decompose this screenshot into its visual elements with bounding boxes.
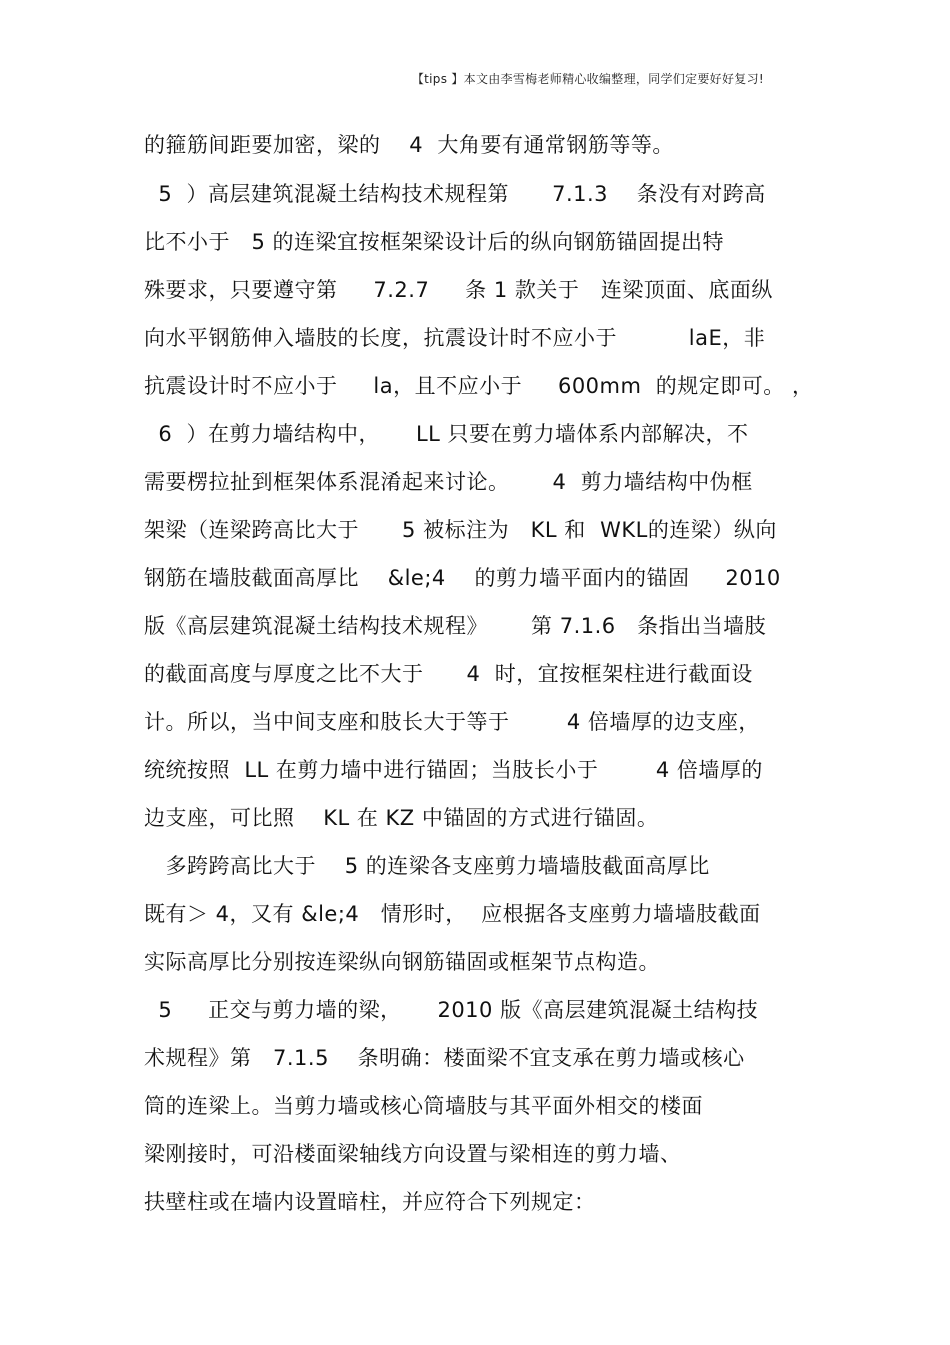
text-line: 实际高厚比分别按连梁纵向钢筋锚固或框架节点构造。: [144, 950, 660, 974]
text-line: 5 ）高层建筑混凝土结构技术规程第 7.1.3 条没有对跨高: [144, 182, 766, 206]
text-line: 版《高层建筑混凝土结构技术规程》 第 7.1.6 条指出当墙肢: [144, 614, 767, 638]
text-line: 殊要求，只要遵守第 7.2.7 条 1 款关于 连梁顶面、底面纵: [144, 278, 773, 302]
text-line: 梁刚接时，可沿楼面梁轴线方向设置与梁相连的剪力墙、: [144, 1142, 682, 1166]
text-line: 抗震设计时不应小于 la，且不应小于 600mm 的规定即可。 ，: [144, 374, 814, 398]
text-line: 多跨跨高比大于 5 的连梁各支座剪力墙墙肢截面高厚比: [144, 854, 710, 878]
text-line: 术规程》第 7.1.5 条明确：楼面梁不宜支承在剪力墙或核心: [144, 1046, 745, 1070]
text-line: 计。所以，当中间支座和肢长大于等于 4 倍墙厚的边支座，: [144, 710, 760, 734]
text-line: 筒的连梁上。当剪力墙或核心筒墙肢与其平面外相交的楼面: [144, 1094, 703, 1118]
text-line: 既有＞ 4，又有 &le;4 情形时， 应根据各支座剪力墙墙肢截面: [144, 902, 761, 926]
text-line: 的箍筋间距要加密，梁的 4 大角要有通常钢筋等等。: [144, 133, 674, 157]
text-line: 扶壁柱或在墙内设置暗柱，并应符合下列规定：: [144, 1190, 596, 1214]
text-line: 比不小于 5 的连梁宜按框架梁设计后的纵向钢筋锚固提出特: [144, 230, 725, 254]
text-line: 的截面高度与厚度之比不大于 4 时，宜按框架柱进行截面设: [144, 662, 753, 686]
text-line: 架梁（连梁跨高比大于 5 被标注为 KL 和 WKL的连梁）纵向: [144, 518, 777, 542]
text-line: 6 ）在剪力墙结构中， LL 只要在剪力墙体系内部解决，不: [144, 422, 749, 446]
text-line: 向水平钢筋伸入墙肢的长度，抗震设计时不应小于 laE，非: [144, 326, 766, 350]
text-line: 边支座，可比照 KL 在 KZ 中锚固的方式进行锚固。: [144, 806, 659, 830]
text-line: 5 正交与剪力墙的梁， 2010 版《高层建筑混凝土结构技: [144, 998, 759, 1022]
header-note: 【tips 】本文由李雪梅老师精心收编整理，同学们定要好好复习!: [411, 72, 764, 86]
text-line: 需要楞拉扯到框架体系混淆起来讨论。 4 剪力墙结构中伪框: [144, 470, 753, 494]
text-line: 钢筋在墙肢截面高厚比 &le;4 的剪力墙平面内的锚固 2010: [144, 566, 781, 590]
text-line: 统统按照 LL 在剪力墙中进行锚固；当肢长小于 4 倍墙厚的: [144, 758, 763, 782]
